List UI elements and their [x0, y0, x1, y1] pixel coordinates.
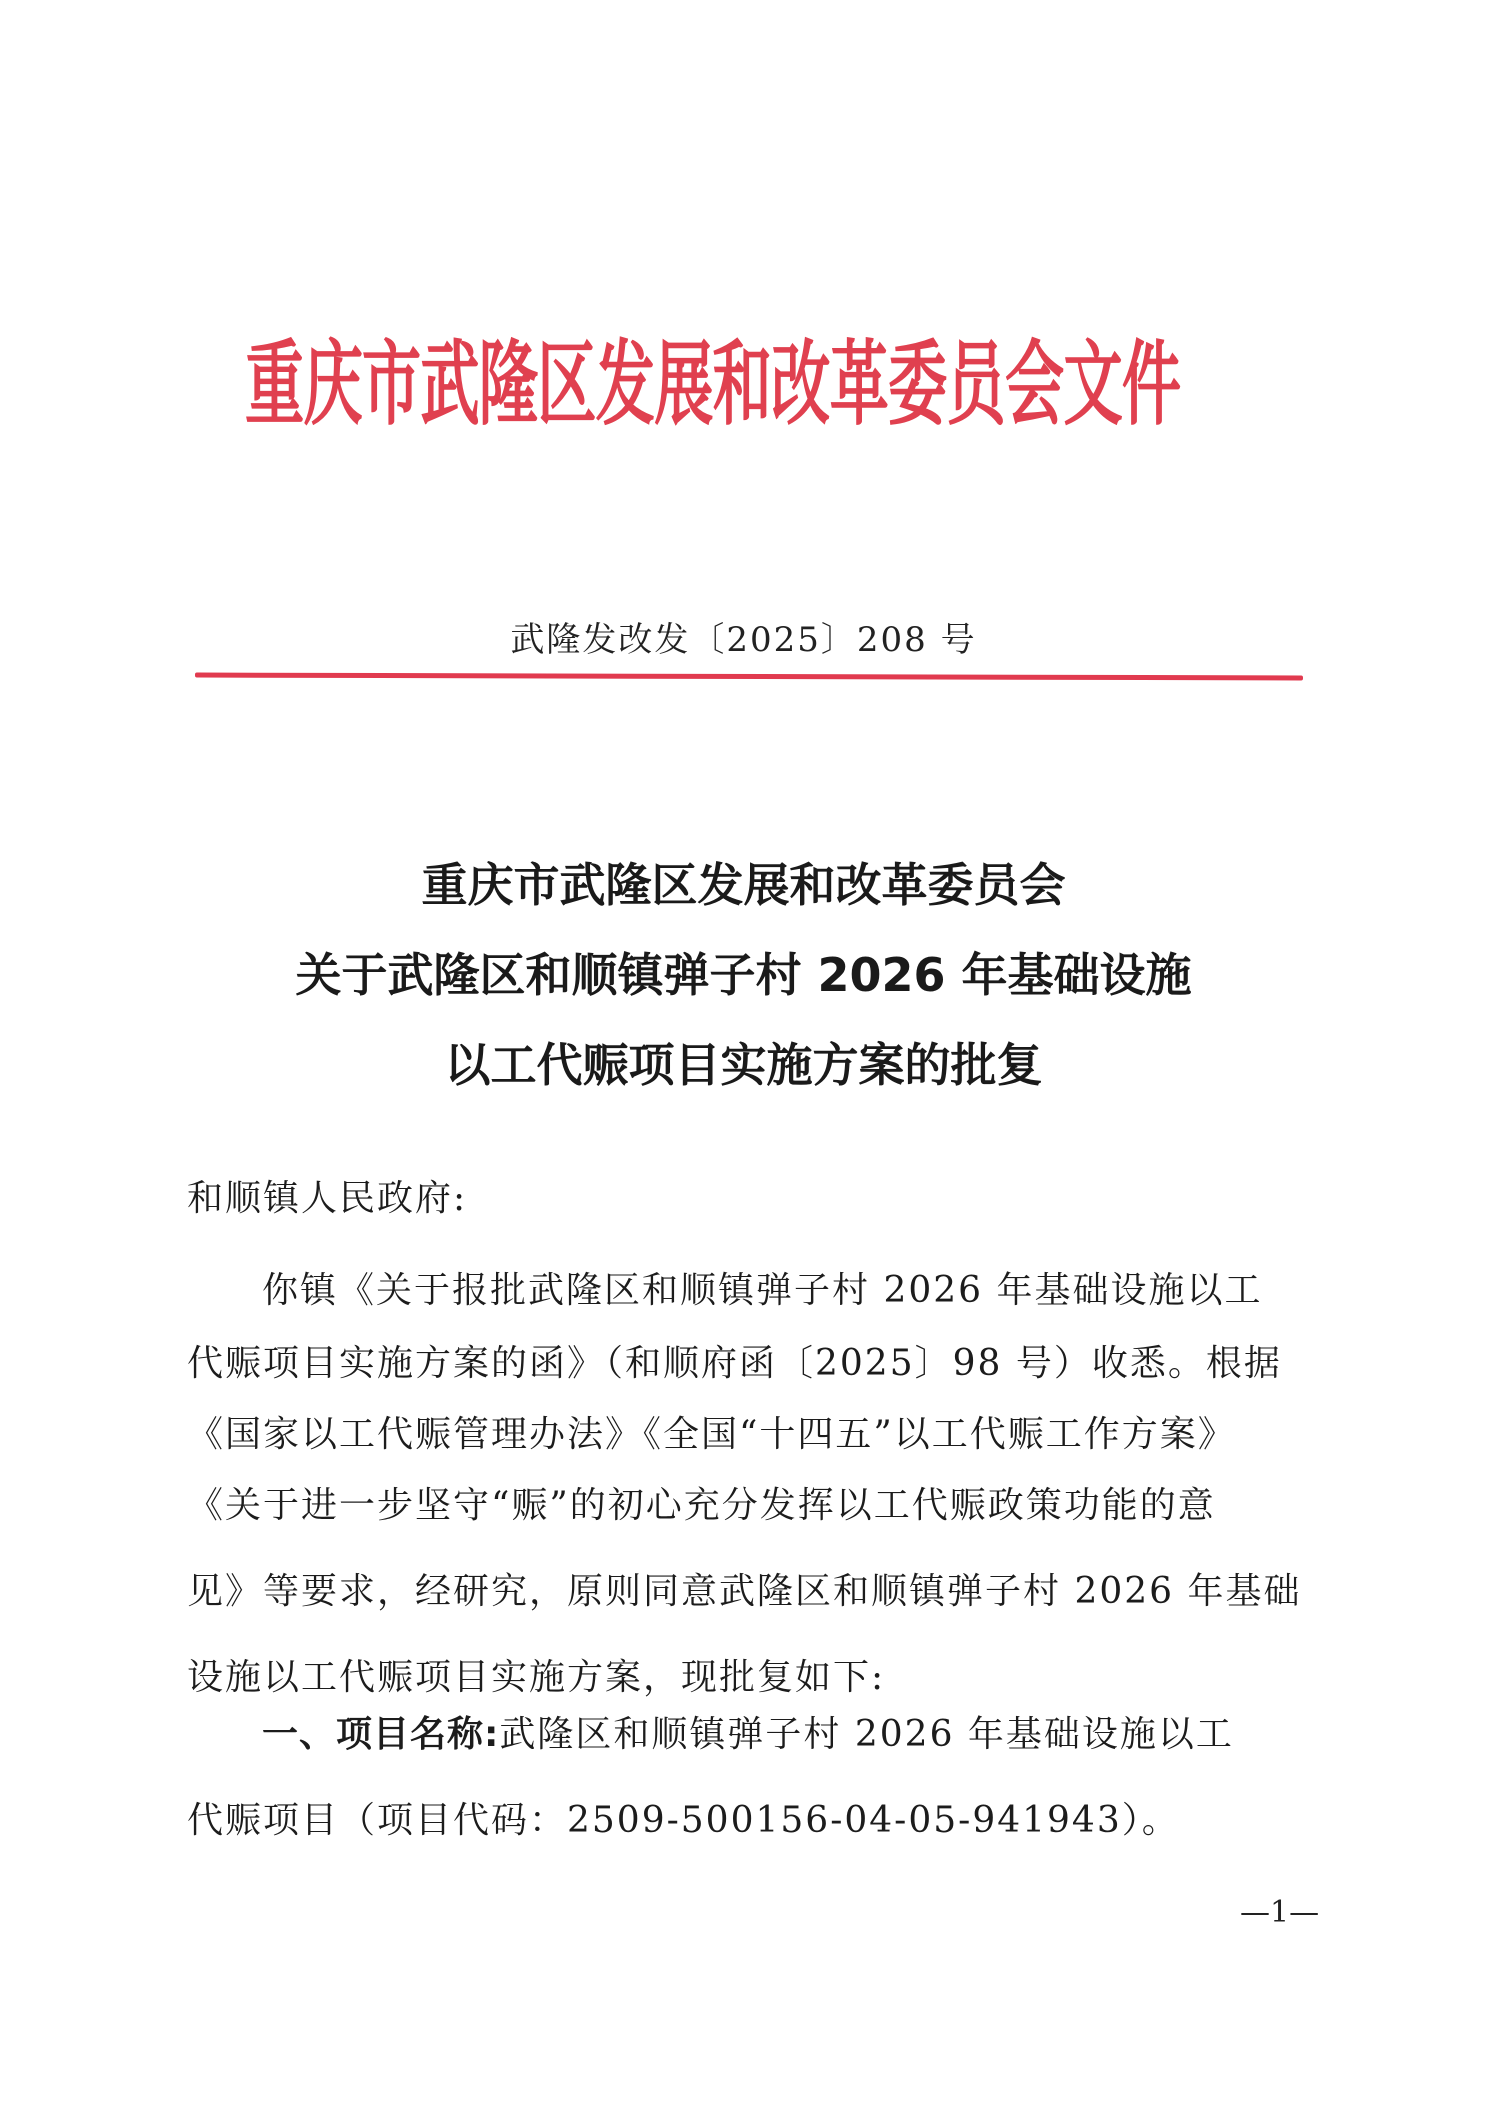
document-title-line-2: 关于武隆区和顺镇弹子村 2026 年基础设施	[295, 948, 1192, 1002]
item-1-label: 一、项目名称:	[262, 1714, 500, 1755]
red-divider-line	[195, 673, 1303, 681]
document-title-line-1: 重庆市武隆区发展和改革委员会	[421, 858, 1066, 912]
paragraph-line: 见》等要求，经研究，原则同意武隆区和顺镇弹子村 2026 年基础	[187, 1571, 1302, 1612]
document-number: 武隆发改发〔2025〕208 号	[510, 620, 977, 660]
paragraph-line: 《国家以工代赈管理办法》《全国“十四五”以工代赈工作方案》	[187, 1414, 1236, 1455]
item-1-continuation: 代赈项目（项目代码：2509-500156-04-05-941943）。	[187, 1800, 1180, 1841]
paragraph-line: 你镇《关于报批武隆区和顺镇弹子村 2026 年基础设施以工	[262, 1270, 1263, 1311]
item-1-text: 武隆区和顺镇弹子村 2026 年基础设施以工	[499, 1714, 1234, 1755]
masthead-title: 重庆市武隆区发展和改革委员会文件	[245, 330, 1181, 438]
paragraph-line: 《关于进一步坚守“赈”的初心充分发挥以工代赈政策功能的意	[187, 1485, 1216, 1526]
item-1	[262, 1711, 1372, 1759]
page-number: —1—	[1240, 1895, 1320, 1930]
document-title-line-3: 以工代赈项目实施方案的批复	[444, 1038, 1043, 1092]
paragraph-line: 代赈项目实施方案的函》（和顺府函〔2025〕98 号）收悉。根据	[187, 1343, 1282, 1384]
addressee: 和顺镇人民政府:	[187, 1178, 468, 1219]
paragraph-line: 设施以工代赈项目实施方案，现批复如下:	[187, 1657, 886, 1698]
